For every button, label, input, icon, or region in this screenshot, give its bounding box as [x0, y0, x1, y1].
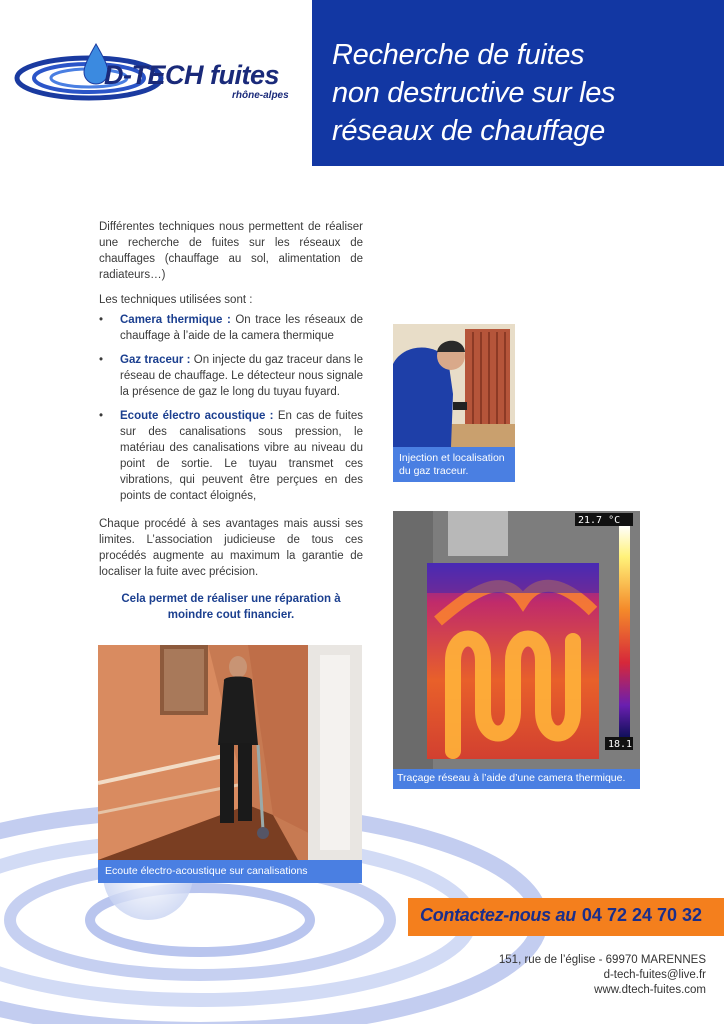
- contact-email[interactable]: d-tech-fuites@live.fr: [603, 969, 706, 981]
- technique-text: On trace les réseaux de chauffage à l’aide de la camera thermique: [120, 314, 363, 342]
- contact-website[interactable]: www.dtech-fuites.com: [594, 984, 706, 996]
- logo-region: rhône-alpes: [232, 90, 289, 101]
- highlight-text: Cela permet de réaliser une réparation à moindre cout financier.: [121, 593, 341, 621]
- technique-item: [99, 312, 363, 344]
- technique-name: Gaz traceur :: [120, 354, 191, 366]
- techniques-list: [99, 312, 363, 512]
- conclusion-paragraph: Chaque procédé à ses avantages mais aussi ses limites. L’association judicieuse de tous ces procédés augmente au maximum la garantie de localiser la fuite avec précision.: [99, 518, 363, 578]
- acoustic-listening-photo: [98, 645, 362, 860]
- logo-name: D-TECH fuites: [104, 60, 279, 90]
- technique-item: [99, 352, 363, 400]
- technique-text: On injecte du gaz traceur dans le réseau de chauffage. Le détecteur nous signale la présence de gaz le long du tuyau fuyard.: [120, 354, 363, 398]
- header-title-line-1: Recherche de fuites: [332, 39, 585, 71]
- technique-text: En cas de fuites sur des canalisations sous pression, le matériau des canalisations vibre au niveau du point de sortie. Le tuyau transmet ces vibrations, qui peuvent être perçues en des points de contact éloignés,: [120, 410, 363, 502]
- header-title-line-2: non destructive sur les: [332, 77, 616, 109]
- bullet-icon: •: [99, 410, 104, 422]
- acoustic-caption: Ecoute électro-acoustique sur canalisations: [98, 860, 362, 883]
- thermal-camera-photo: [393, 511, 640, 769]
- contact-phone[interactable]: 04 72 24 70 32: [581, 905, 703, 925]
- technique-name: Camera thermique :: [120, 314, 231, 326]
- technique-name: Ecoute électro acoustique :: [120, 410, 274, 422]
- bullet-icon: •: [99, 354, 104, 366]
- header-band: [312, 0, 724, 166]
- technique-item: [99, 408, 363, 504]
- header-title-line-3: réseaux de chauffage: [332, 115, 605, 147]
- contact-address: 151, rue de l’église - 69970 MARENNES: [498, 954, 706, 966]
- techniques-intro: Les techniques utilisées sont :: [99, 294, 253, 306]
- thermal-caption: Traçage réseau à l’aide d’une camera thermique.: [393, 769, 640, 789]
- contact-bar: [408, 898, 724, 936]
- intro-paragraph: Différentes techniques nous permettent de réaliser une recherche de fuites sur les réseaux de chauffages (chauffage au sol, alimentation de radiateurs…): [99, 221, 363, 281]
- gas-tracer-photo: [393, 324, 515, 447]
- contact-label: Contactez-nous au: [420, 905, 576, 925]
- thermal-max-label: 21.7 °C: [578, 515, 621, 526]
- thermal-min-label: 18.1: [608, 739, 633, 750]
- bullet-icon: •: [99, 314, 104, 326]
- gas-tracer-caption: Injection et localisation du gaz traceur.: [393, 447, 515, 482]
